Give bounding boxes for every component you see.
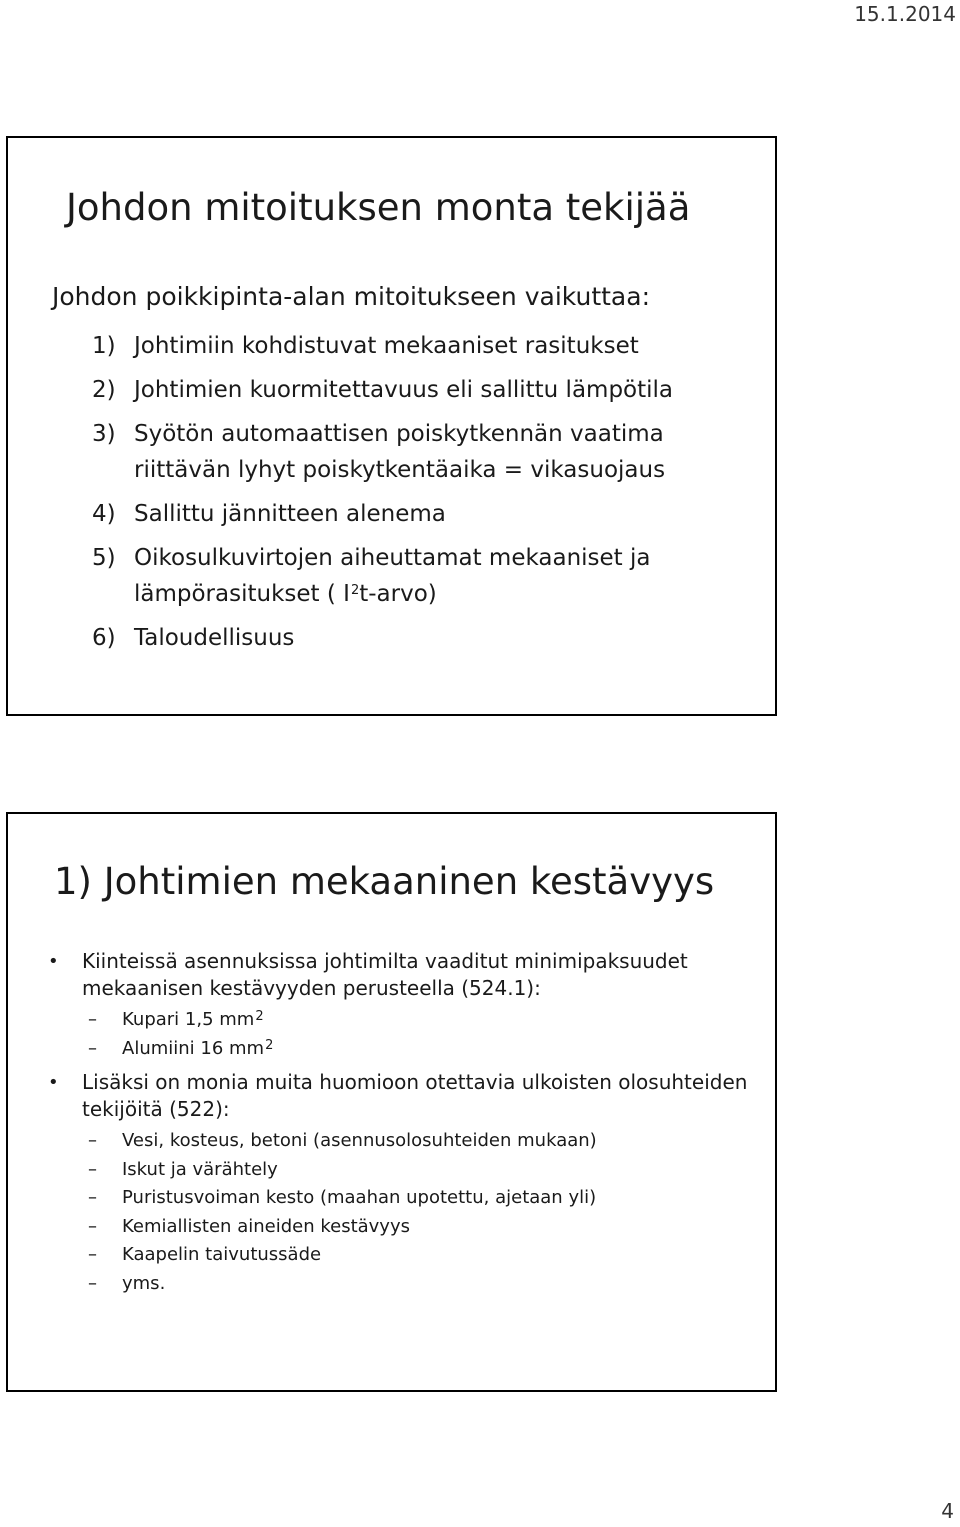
factor-item [92, 416, 752, 488]
factor-number: 4) [92, 501, 116, 527]
factor-text: Taloudellisuus [134, 625, 295, 651]
sub-text: Vesi, kosteus, betoni (asennusolosuhteiden mukaan) [122, 1130, 597, 1151]
sub-text: yms. [122, 1272, 166, 1294]
factor-number: 3) [92, 421, 116, 447]
bullet-icon: • [48, 1072, 59, 1093]
dash-icon: – [88, 1158, 97, 1180]
superscript: 2 [350, 583, 360, 598]
sub-item [48, 1213, 748, 1242]
factor-number: 6) [92, 625, 116, 651]
factor-item [92, 372, 752, 408]
bullet-item [48, 1069, 748, 1298]
sub-text [122, 1035, 748, 1064]
sub-item [48, 1156, 748, 1185]
sub-item [48, 1241, 748, 1270]
sub-list [48, 1127, 748, 1298]
sub-text: Puristusvoiman kesto (maahan upotettu, ajetaan yli) [122, 1187, 597, 1208]
dash-icon: – [88, 1130, 97, 1151]
factor-number: 1) [92, 333, 116, 359]
factor-text: Johtimiin kohdistuvat mekaaniset rasitukset [134, 333, 639, 359]
sub-list [48, 1006, 748, 1063]
dash-icon: – [88, 1244, 97, 1265]
factor-item [92, 540, 752, 612]
bullet-item [48, 948, 748, 1063]
superscript: 2 [265, 1037, 274, 1053]
bullet-icon: • [48, 951, 59, 972]
factor-list [92, 328, 752, 664]
sub-text-part: Alumiini 16 mm [122, 1037, 265, 1059]
sub-text: Kaapelin taivutussäde [122, 1244, 322, 1265]
slide-2 [6, 812, 777, 1392]
sub-item [48, 1184, 748, 1213]
sub-text: Kemiallisten aineiden kestävyys [122, 1215, 410, 1237]
dash-icon: – [88, 1187, 97, 1208]
factor-text-part: t-arvo) [359, 581, 437, 607]
slide-1 [6, 136, 777, 716]
dash-icon: – [88, 1215, 97, 1237]
bullet-text: Lisäksi on monia muita huomioon otettavia ulkoisten olosuhteiden tekijöitä (522): [82, 1070, 748, 1121]
factor-number: 2) [92, 377, 116, 403]
sub-text-part: Kupari 1,5 mm [122, 1009, 255, 1030]
factor-text-part: Oikosulkuvirtojen aiheuttamat mekaaniset ja lämpörasitukset ( I [134, 545, 651, 607]
sub-text: Iskut ja värähtely [122, 1158, 278, 1180]
factor-text: Syötön automaattisen poiskytkennän vaatima riittävän lyhyt poiskytkentäaika = vikasuojaus [134, 421, 666, 483]
dash-icon: – [88, 1037, 97, 1059]
factor-item [92, 328, 752, 364]
page-number: 4 [941, 1499, 954, 1523]
factor-item [92, 620, 752, 656]
factor-item [92, 496, 752, 532]
sub-item [48, 1035, 748, 1064]
sub-text [122, 1006, 748, 1035]
slide-1-title: Johdon mitoituksen monta tekijää [66, 186, 691, 229]
slide-2-title: 1) Johtimien mekaaninen kestävyys [54, 860, 715, 903]
sub-item [48, 1270, 748, 1299]
factor-text: Sallittu jännitteen alenema [134, 501, 446, 527]
factor-text [134, 540, 752, 612]
bullet-list [48, 948, 748, 1304]
factor-text: Johtimien kuormitettavuus eli sallittu lämpötila [134, 377, 674, 403]
sub-item [48, 1127, 748, 1156]
dash-icon: – [88, 1272, 97, 1294]
sub-item [48, 1006, 748, 1035]
date-header: 15.1.2014 [854, 2, 956, 26]
superscript: 2 [255, 1009, 264, 1024]
factor-number: 5) [92, 545, 116, 571]
dash-icon: – [88, 1009, 97, 1030]
slide-1-intro: Johdon poikkipinta-alan mitoitukseen vaikuttaa: [52, 282, 650, 311]
bullet-text: Kiinteissä asennuksissa johtimilta vaaditut minimipaksuudet mekaanisen kestävyyden perusteella (524.1): [82, 949, 688, 1000]
